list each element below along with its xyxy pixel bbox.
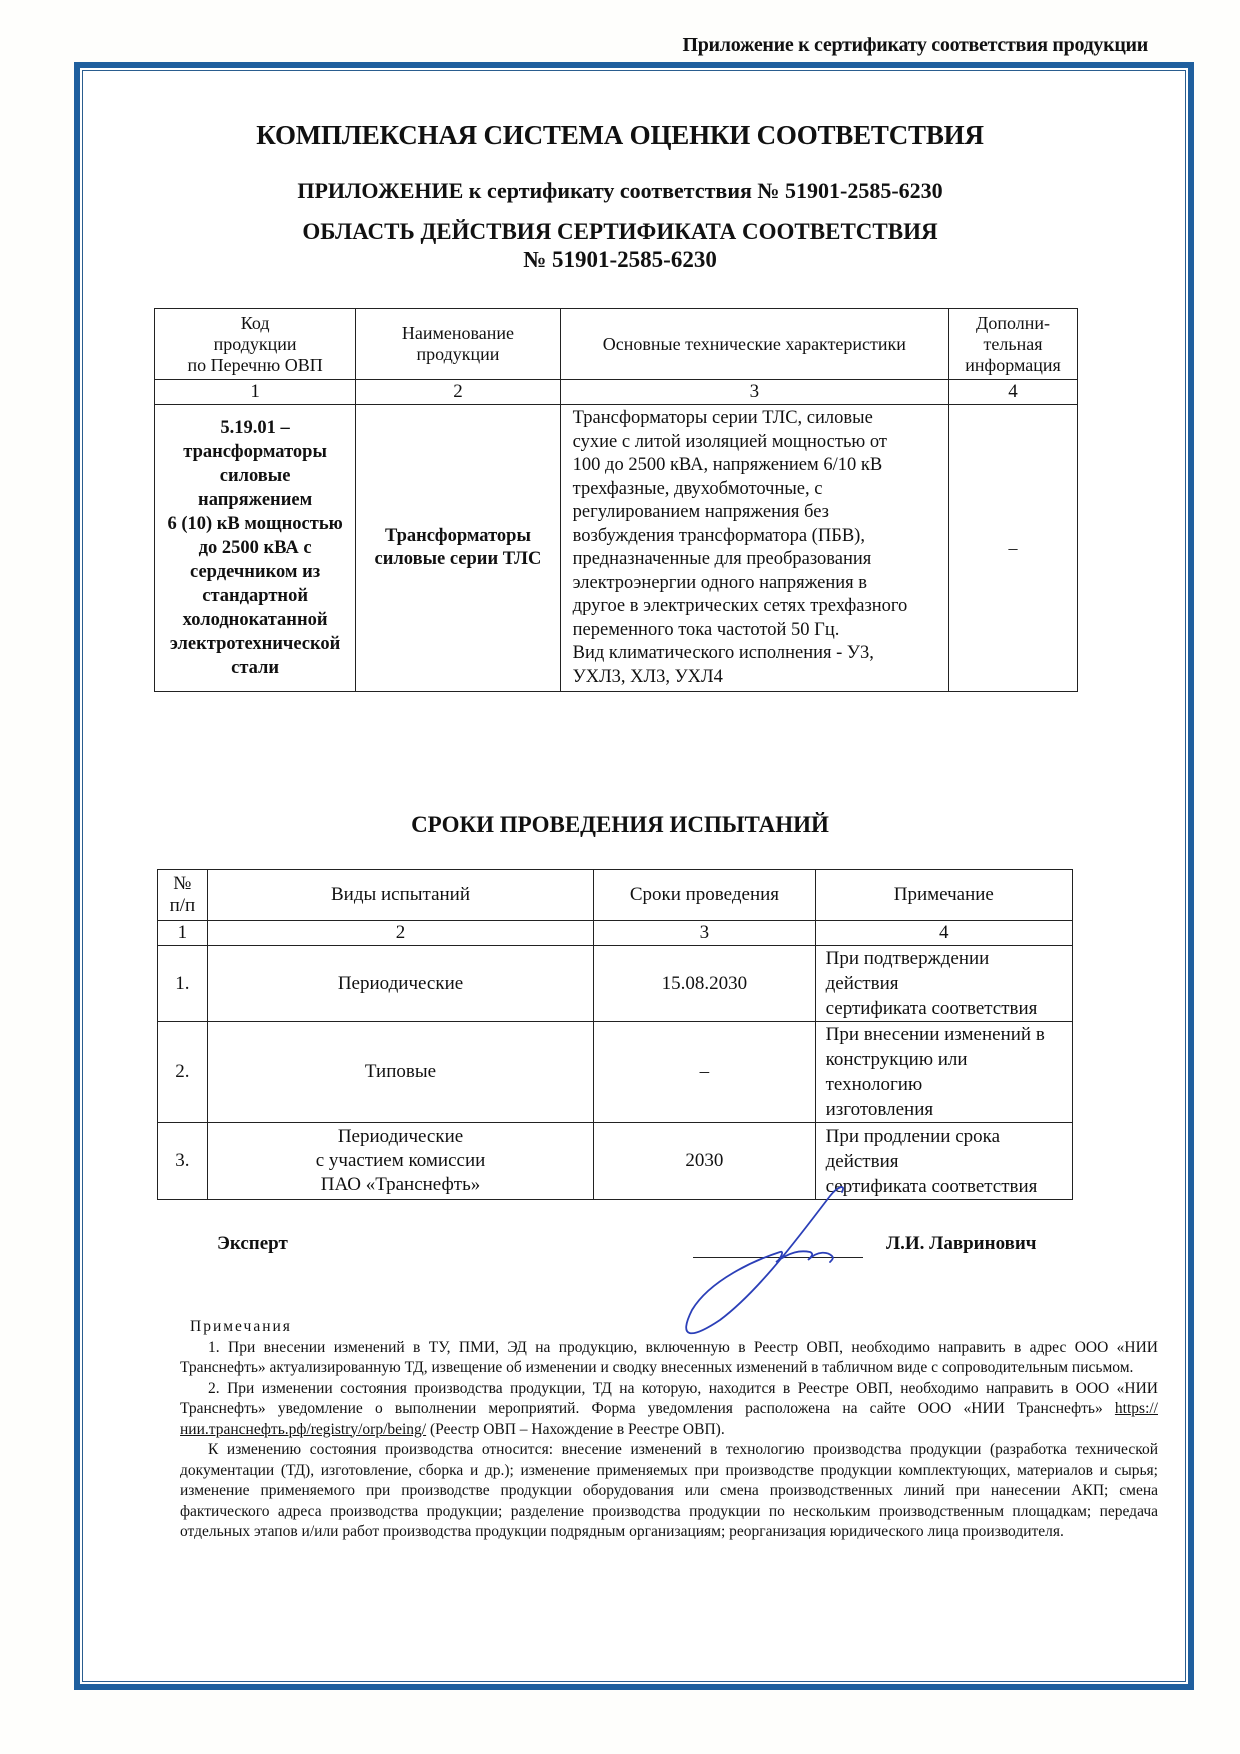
spec-line: регулированием напряжения без (572, 502, 829, 522)
header-name-line: продукции (416, 344, 500, 364)
header-number-line: п/п (169, 895, 196, 916)
test-note-line: конструкцию или технологию (825, 1049, 968, 1095)
tests-table-column-numbers (158, 921, 1073, 946)
product-code-line: 6 (10) кВ мощностью (167, 514, 343, 534)
header-number-line: № (173, 873, 192, 894)
note-2-text-after: (Реестр ОВП – Нахождение в Реестре ОВП). (426, 1420, 725, 1438)
note-2-text: 2. При изменении состояния производства продукции, ТД на которую, находится в Реестре ОВП, необходимо направить в ООО «НИИ Транснефть» уведомление о выполнении мероприятий. Форма уведомления расположена на сайте ООО «НИИ Транснефть» (180, 1379, 1158, 1417)
scope-title-certificate-number: № 51901-2585-6230 (523, 247, 717, 272)
test-note (815, 1022, 1072, 1123)
column-number: 2 (356, 380, 560, 405)
test-kind-line: ПАО «Транснефть» (320, 1174, 481, 1195)
product-code-line: сердечником из (190, 562, 321, 582)
header-test-date: Сроки проведения (594, 870, 815, 921)
test-note (815, 946, 1072, 1022)
header-specs: Основные технические характеристики (560, 309, 948, 380)
header-extra-line: Дополни- (976, 312, 1050, 333)
column-number: 1 (158, 921, 208, 946)
header-note: Примечание (815, 870, 1072, 921)
table-row (155, 405, 1078, 692)
column-number: 1 (155, 380, 356, 405)
header-code-line: Код (240, 312, 270, 333)
test-note-line: При внесении изменений в (825, 1024, 1045, 1045)
test-date: 15.08.2030 (594, 946, 815, 1022)
note-paragraph-1: 1. При внесении изменений в ТУ, ПМИ, ЭД на продукцию, включенную в Реестр ОВП, необходимо направить в адрес ООО «НИИ Транснефть» актуализированную ТД, извещение об изменении и сводку внесенных изменений в табличном виде с сопроводительным письмом. (180, 1338, 1158, 1376)
note-paragraph-2 (180, 1379, 1158, 1441)
header-name (356, 309, 560, 380)
header-extra-info (949, 309, 1078, 380)
header-name-line: Наименование (401, 323, 514, 343)
product-code-line: трансформаторы (183, 442, 327, 462)
test-kind-line: с участием комиссии (315, 1150, 486, 1171)
test-note-line: сертификата соответствия (825, 998, 1038, 1019)
column-number: 3 (560, 380, 948, 405)
table-row (158, 1022, 1073, 1123)
appendix-line: ПРИЛОЖЕНИЕ к сертификату соответствия № 51901-2585-6230 (297, 178, 943, 203)
tests-table-header-row (158, 870, 1073, 921)
test-number: 2. (158, 1022, 208, 1123)
spec-line: 100 до 2500 кВА, напряжением 6/10 кВ (572, 455, 883, 475)
spec-line: Вид климатического исполнения - У3, (572, 643, 874, 663)
test-kind-line: Периодические (337, 1126, 464, 1147)
product-code-cell (155, 405, 356, 692)
test-note-line: сертификата соответствия (825, 1175, 1038, 1197)
expert-name: Л.И. Лавринович (886, 1233, 1037, 1254)
test-kind: Типовые (207, 1022, 594, 1123)
scope-table (154, 308, 1078, 692)
product-code-line: 5.19.01 – (220, 418, 290, 438)
product-name-line: Трансформаторы (384, 526, 531, 546)
document-top-header: Приложение к сертификату соответствия продукции (682, 34, 1148, 56)
notes-heading: Примечания (190, 1318, 292, 1335)
signature-stroke (686, 1187, 843, 1333)
system-title: КОМПЛЕКСНАЯ СИСТЕМА ОЦЕНКИ СООТВЕТСТВИЯ (256, 120, 984, 150)
test-date: – (594, 1022, 815, 1123)
spec-line: сухие с литой изоляцией мощностью от (572, 431, 887, 452)
spec-line: возбуждения трансформатора (ПБВ), (572, 525, 865, 546)
tests-section-title: СРОКИ ПРОВЕДЕНИЯ ИСПЫТАНИЙ (411, 812, 829, 837)
column-number: 2 (207, 921, 594, 946)
notes-section (180, 1317, 1158, 1543)
spec-line: трехфазные, двухобмоточные, с (572, 478, 823, 499)
header-extra-line: информация (965, 354, 1061, 375)
registry-link[interactable]: https://нии.транснефть.рф/registry/orp/being/ (180, 1400, 1158, 1438)
expert-label: Эксперт (217, 1233, 288, 1254)
test-note-line: изготовления (825, 1099, 934, 1120)
header-number (158, 870, 208, 921)
test-note-line: При продлении срока действия (825, 1125, 1000, 1172)
spec-line: УХЛ3, ХЛ3, УХЛ4 (572, 666, 723, 687)
spec-line: другое в электрических сетях трехфазного (572, 596, 908, 616)
header-code-line: по Перечню ОВП (187, 354, 323, 375)
spec-line: предназначенные для преобразования (572, 549, 872, 569)
product-specs-cell (560, 405, 948, 692)
tests-table (157, 869, 1073, 1200)
extra-info-cell: – (949, 405, 1078, 692)
test-kind (207, 1123, 594, 1200)
test-date: 2030 (594, 1123, 815, 1200)
spec-line: переменного тока частотой 50 Гц. (572, 619, 840, 640)
scope-title (0, 218, 1240, 274)
table-row (158, 1123, 1073, 1200)
scope-title-line1: ОБЛАСТЬ ДЕЙСТВИЯ СЕРТИФИКАТА СООТВЕТСТВИЯ (302, 219, 938, 244)
product-name-line: силовые серии ТЛС (374, 549, 542, 569)
product-name-cell (356, 405, 560, 692)
scope-table-header-row (155, 309, 1078, 380)
scope-table-column-numbers (155, 380, 1078, 405)
column-number: 3 (594, 921, 815, 946)
note-paragraph-3: К изменению состояния производства относится: внесение изменений в технологию производства продукции (разработка технической документации (ТД), изготовление, сборка и др.); изменение применяемых при производстве продукции комплектующих, материалов и сырья; изменение применяемого при производстве продукции оборудования или смена производственных линий при нанесении АКП; смена фактического адреса производства продукции; разделение производства продукции по нескольким производственным площадкам; передача отдельных этапов и/или работ производства продукции подрядным организациям; реорганизация юридического лица производителя. (180, 1441, 1158, 1540)
header-code-line: продукции (213, 333, 297, 354)
product-code-line: до 2500 кВА с (198, 538, 312, 558)
header-code (155, 309, 356, 380)
spec-line: электроэнергии одного напряжения в (572, 572, 868, 593)
spec-line: Трансформаторы серии ТЛС, силовые (572, 408, 873, 428)
header-test-kind: Виды испытаний (207, 870, 594, 921)
product-code-line: напряжением (198, 490, 313, 510)
product-code-line: силовые (219, 466, 291, 486)
product-code-line: стандартной (202, 586, 308, 606)
test-kind: Периодические (207, 946, 594, 1022)
test-note-line: При подтверждении действия (825, 948, 990, 994)
test-number: 3. (158, 1123, 208, 1200)
column-number: 4 (815, 921, 1072, 946)
header-extra-line: тельная (983, 333, 1043, 354)
product-code-line: стали (231, 658, 280, 678)
product-code-line: электротехнической (169, 634, 341, 654)
product-code-line: холоднокатанной (182, 610, 328, 630)
table-row (158, 946, 1073, 1022)
column-number: 4 (949, 380, 1078, 405)
test-number: 1. (158, 946, 208, 1022)
